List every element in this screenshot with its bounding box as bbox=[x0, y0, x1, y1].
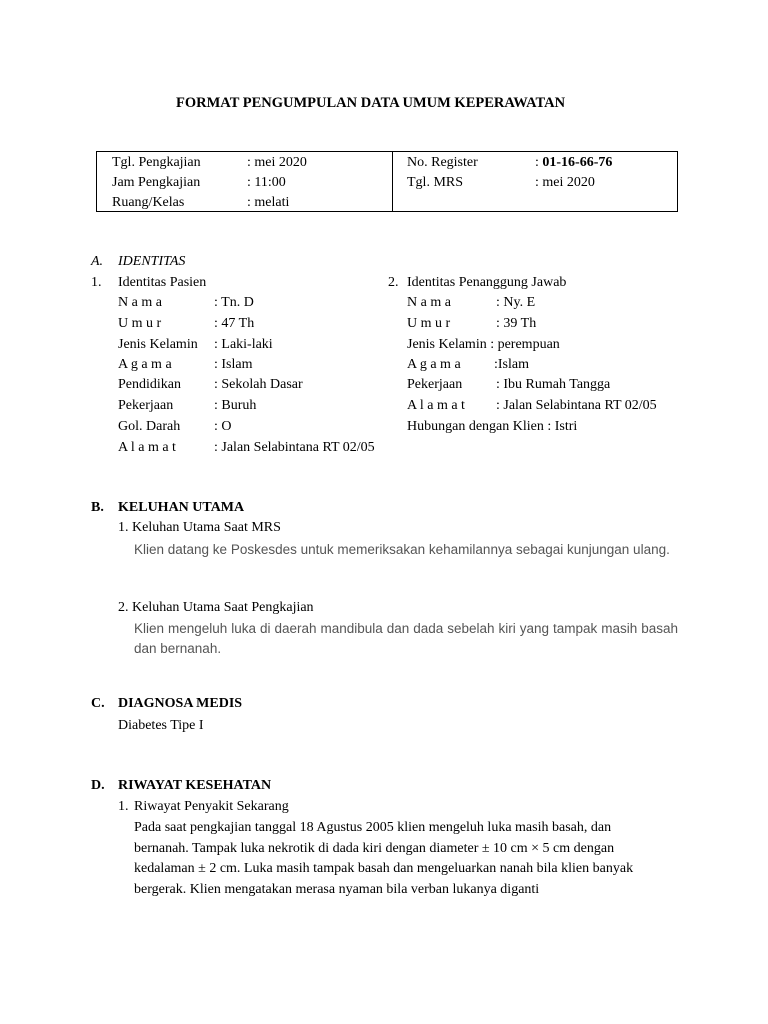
pasien-num: 1. bbox=[91, 275, 102, 290]
keluhan-pengkajian-heading: 2. Keluhan Utama Saat Pengkajian bbox=[118, 600, 314, 615]
pj-nama-label: N a m a bbox=[407, 295, 451, 310]
riwayat-line-2: bernanah. Tampak luka nekrotik di dada kiri dengan diameter ± 10 cm × 5 cm dengan bbox=[134, 841, 615, 856]
box-divider bbox=[392, 152, 393, 211]
pj-umur-value: : 39 Th bbox=[496, 316, 537, 331]
tgl-pengkajian-label: Tgl. Pengkajian bbox=[112, 155, 201, 170]
section-b-title: KELUHAN UTAMA bbox=[118, 500, 245, 515]
pasien-agama-value: : Islam bbox=[214, 357, 253, 372]
ruang-kelas-value: : melati bbox=[247, 195, 290, 210]
no-register-colon: : bbox=[535, 155, 543, 170]
penanggung-heading: Identitas Penanggung Jawab bbox=[407, 275, 567, 290]
riwayat-num: 1. bbox=[118, 799, 129, 814]
page-title: FORMAT PENGUMPULAN DATA UMUM KEPERAWATAN bbox=[176, 95, 566, 111]
pasien-pekerjaan-label: Pekerjaan bbox=[118, 398, 174, 413]
jam-pengkajian-value: : 11:00 bbox=[247, 175, 286, 190]
penanggung-num: 2. bbox=[388, 275, 399, 290]
pasien-umur-label: U m u r bbox=[118, 316, 162, 331]
pj-alamat-label: A l a m a t bbox=[407, 398, 465, 413]
pasien-alamat-label: A l a m a t bbox=[118, 440, 176, 455]
pasien-kelamin-label: Jenis Kelamin bbox=[118, 337, 198, 352]
section-c-title: DIAGNOSA MEDIS bbox=[118, 696, 243, 711]
no-register-value bbox=[535, 156, 612, 170]
pj-pekerjaan-label: Pekerjaan bbox=[407, 377, 463, 392]
section-d-letter: D. bbox=[91, 778, 105, 793]
pasien-goldarah-label: Gol. Darah bbox=[118, 419, 181, 434]
pj-alamat-value: : Jalan Selabintana RT 02/05 bbox=[496, 398, 657, 413]
section-c-letter: C. bbox=[91, 696, 105, 711]
pj-hubungan: Hubungan dengan Klien : Istri bbox=[407, 419, 578, 434]
section-a-letter: A. bbox=[91, 254, 104, 269]
section-d-title: RIWAYAT KESEHATAN bbox=[118, 778, 272, 793]
keluhan-mrs-heading: 1. Keluhan Utama Saat MRS bbox=[118, 520, 281, 535]
no-register-number: 01-16-66-76 bbox=[542, 155, 613, 170]
tgl-mrs-label: Tgl. MRS bbox=[407, 175, 464, 190]
diagnosa-text: Diabetes Tipe I bbox=[118, 718, 204, 733]
pj-pekerjaan-value: : Ibu Rumah Tangga bbox=[496, 377, 611, 392]
ruang-kelas-label: Ruang/Kelas bbox=[112, 195, 185, 210]
pasien-umur-value: : 47 Th bbox=[214, 316, 255, 331]
section-a-title: IDENTITAS bbox=[118, 254, 186, 269]
pj-agama-value: :Islam bbox=[494, 357, 529, 372]
jam-pengkajian-label: Jam Pengkajian bbox=[112, 175, 201, 190]
tgl-pengkajian-value: : mei 2020 bbox=[247, 155, 307, 170]
pasien-heading: Identitas Pasien bbox=[118, 275, 207, 290]
pasien-pendidikan-value: : Sekolah Dasar bbox=[214, 377, 303, 392]
no-register-label: No. Register bbox=[407, 155, 478, 170]
pj-nama-value: : Ny. E bbox=[496, 295, 536, 310]
riwayat-heading: Riwayat Penyakit Sekarang bbox=[134, 799, 289, 814]
pj-umur-label: U m u r bbox=[407, 316, 451, 331]
pasien-nama-label: N a m a bbox=[118, 295, 162, 310]
riwayat-line-3: kedalaman ± 2 cm. Luka masih tampak basah dan mengeluarkan nanah bila klien banyak bbox=[134, 861, 634, 876]
pasien-pekerjaan-value: : Buruh bbox=[214, 398, 257, 413]
pasien-agama-label: A g a m a bbox=[118, 357, 172, 372]
pasien-kelamin-value: : Laki-laki bbox=[214, 337, 273, 352]
section-b-letter: B. bbox=[91, 500, 104, 515]
pasien-alamat-value: : Jalan Selabintana RT 02/05 bbox=[214, 440, 375, 455]
keluhan-mrs-text: Klien datang ke Poskesdes untuk memeriksakan kehamilannya sebagai kunjungan ulang. bbox=[134, 542, 670, 557]
pasien-pendidikan-label: Pendidikan bbox=[118, 377, 181, 392]
pj-kelamin: Jenis Kelamin : perempuan bbox=[407, 337, 560, 352]
pasien-nama-value: : Tn. D bbox=[214, 295, 254, 310]
keluhan-pengkajian-text: Klien mengeluh luka di daerah mandibula dan dada sebelah kiri yang tampak masih basah dan bernanah. bbox=[134, 621, 678, 656]
riwayat-line-4: bergerak. Klien mengatakan merasa nyaman bila verban lukanya diganti bbox=[134, 882, 540, 897]
pj-agama-label: A g a m a bbox=[407, 357, 461, 372]
pasien-goldarah-value: : O bbox=[214, 419, 232, 434]
tgl-mrs-value: : mei 2020 bbox=[535, 175, 595, 190]
riwayat-line-1: Pada saat pengkajian tanggal 18 Agustus 2005 klien mengeluh luka masih basah, dan bbox=[134, 820, 612, 835]
